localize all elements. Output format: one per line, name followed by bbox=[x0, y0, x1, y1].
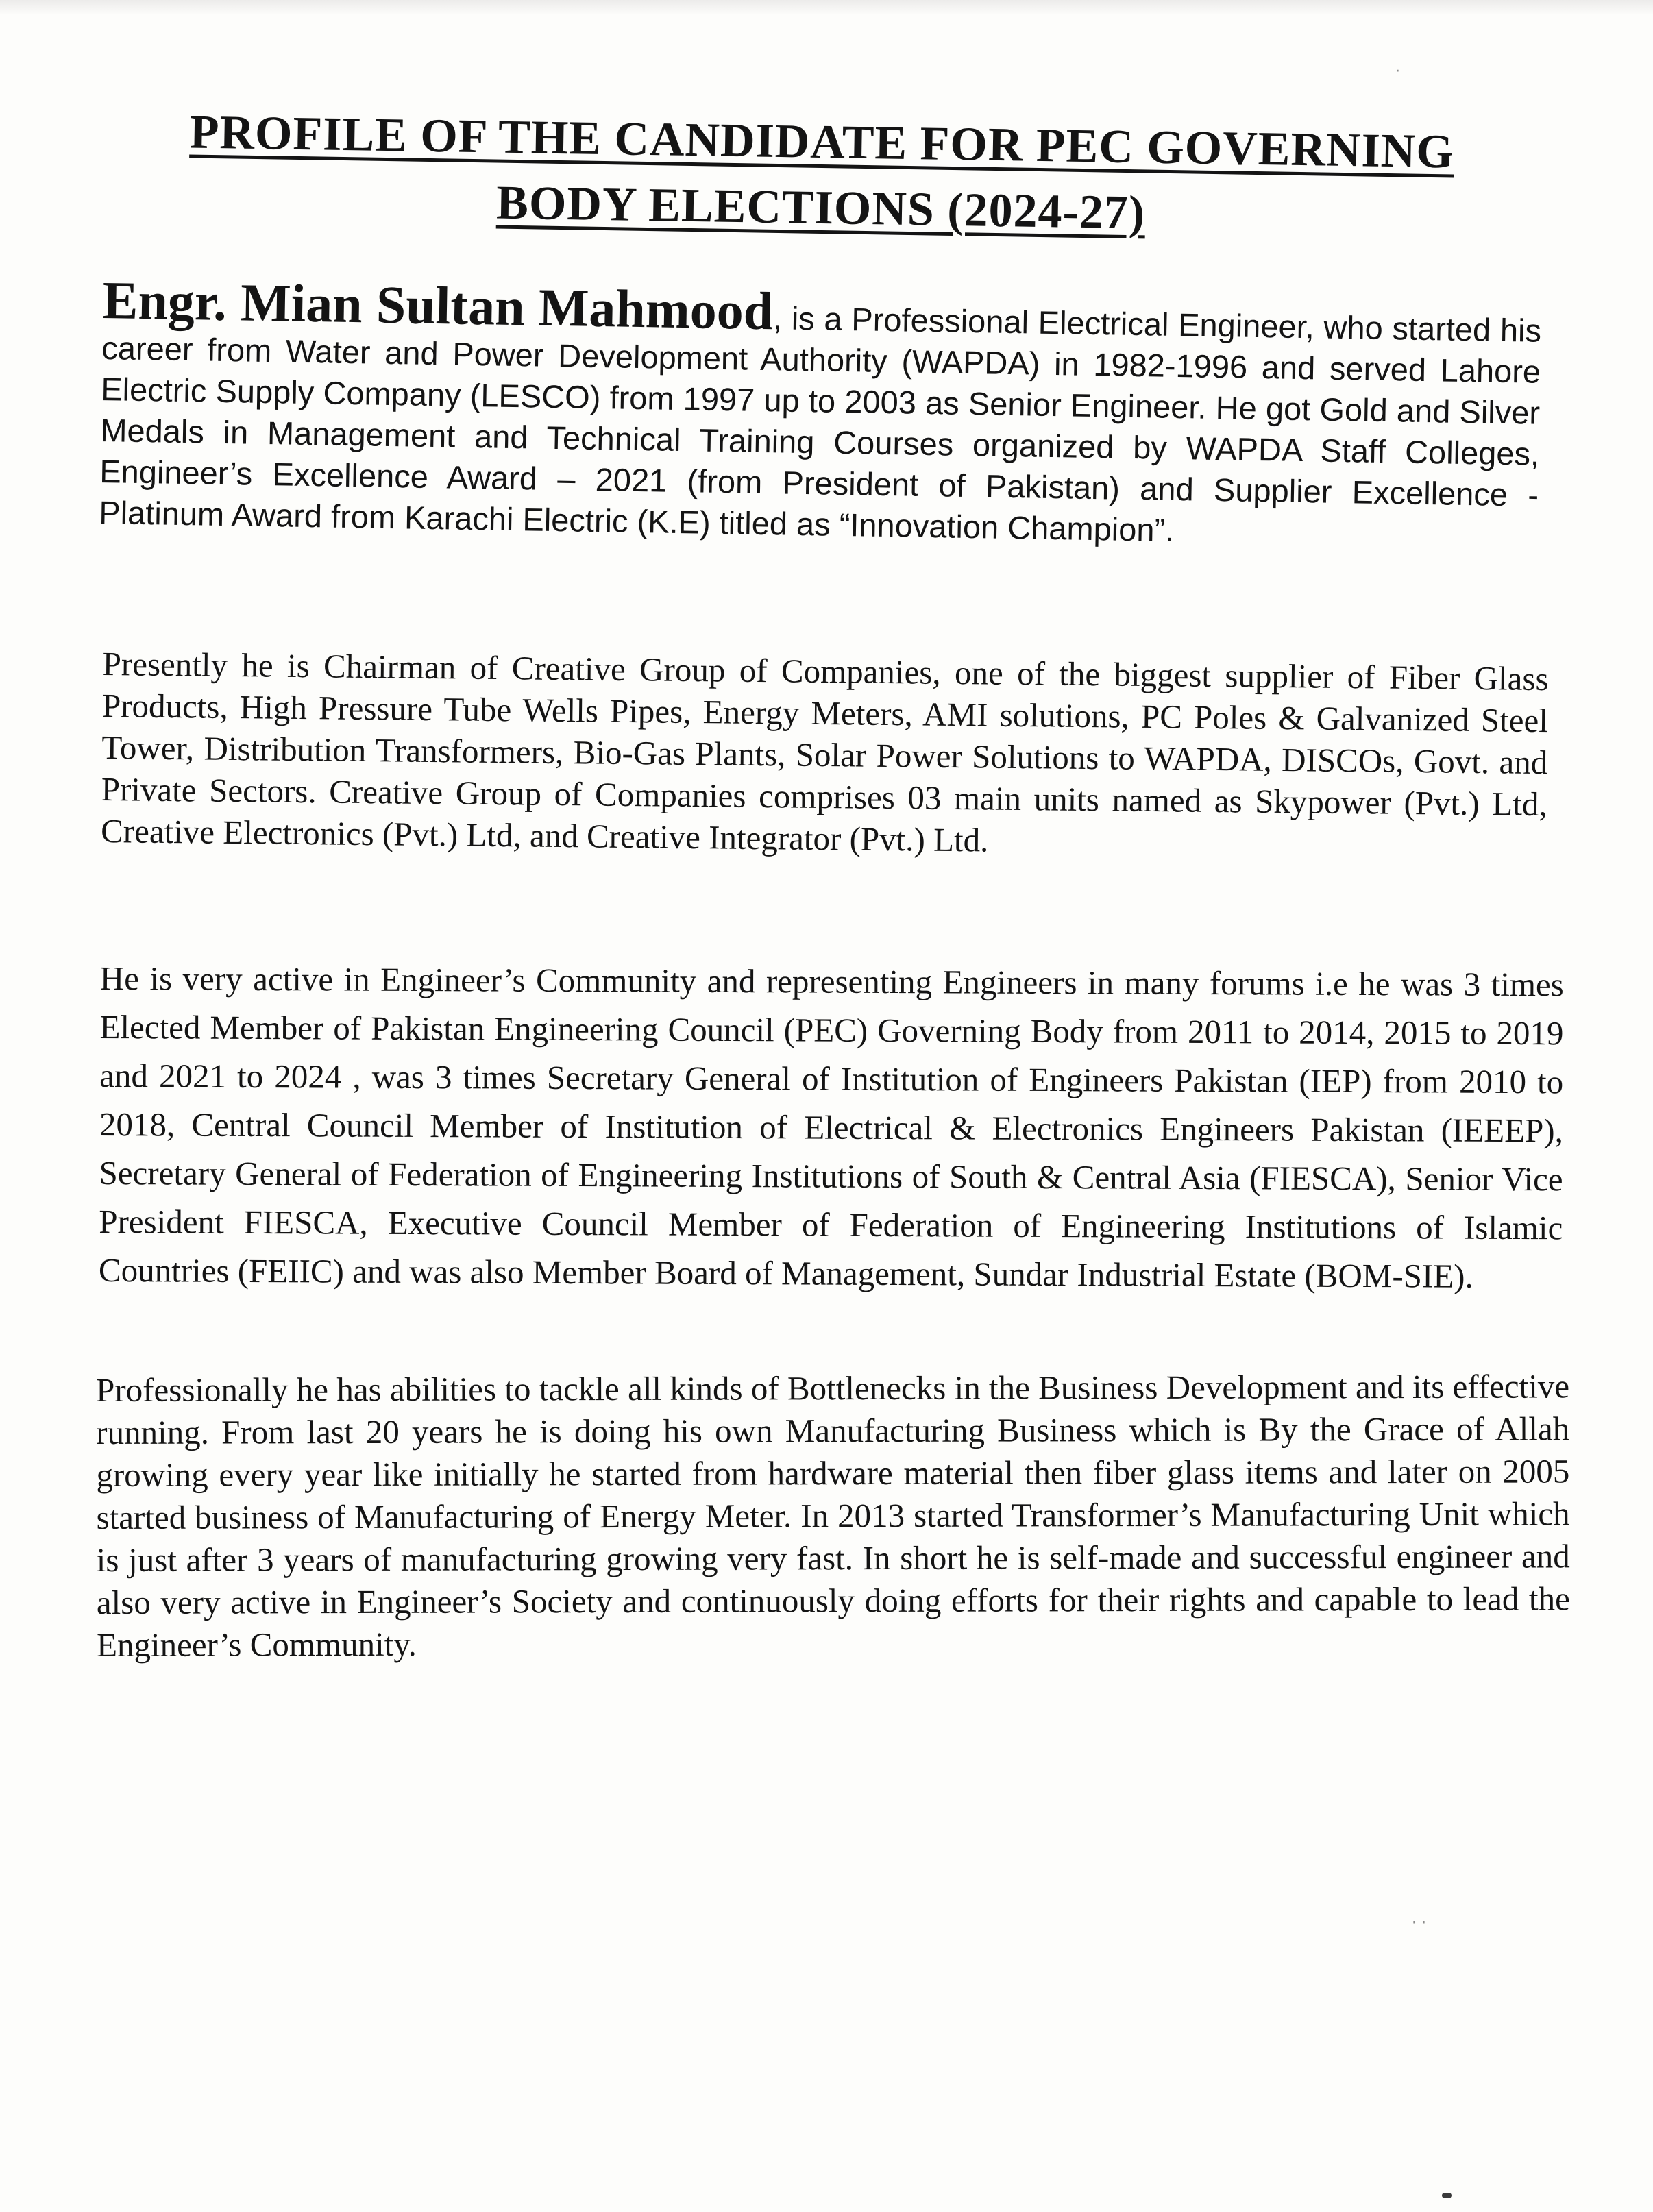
paragraph-professional-abilities: Professionally he has abilities to tackle all kinds of Bottlenecks in the Business Development and its effective running. From last 20 years he is doing his own Manufacturing Business which is By the Grace of Allah growing every year like initially he started from hardware material then fiber glass items and later on 2005 started business of Manufacturing of Energy Meter. In 2013 started Transformer’s Manufacturing Unit which is just after 3 years of manufacturing growing very fast. In short he is self-made and successful engineer and also very active in Engineer’s Society and continuously doing efforts for their rights and capable to lead the Engineer’s Community. bbox=[96, 1367, 1570, 1664]
scan-speck: · · bbox=[1412, 1915, 1426, 1932]
paragraph-introduction-text: , is a Professional Electrical Engineer, who started his career from Water and Power Development Authority (WAPDA) in 1982-1996 and served Lahore Electric Supply Company (LESCO) from 1997 up to 2003 as Senior Engineer. He got Gold and Silver Medals in Management and Technical Training Courses organized by WAPDA Staff Colleges, Engineer’s Excellence Award – 2021 (from President of Pakistan) and Supplier Excellence - Platinum Award from Karachi Electric (K.E) titled as “Innovation Champion”. bbox=[98, 299, 1542, 548]
document-title bbox=[101, 99, 1542, 253]
scan-edge-shadow bbox=[0, 0, 1653, 15]
title-line-1: PROFILE OF THE CANDIDATE FOR PEC GOVERNING bbox=[189, 106, 1455, 179]
scan-speck: · bbox=[1395, 63, 1400, 80]
paragraph-community-activity: He is very active in Engineer’s Community and representing Engineers in many forums i.e he was 3 times Elected Member of Pakistan Engineering Council (PEC) Governing Body from 2011 to 2014, 2015 to 2019 and 2021 to 2024 , was 3 times Secretary General of Institution of Engineers Pakistan (IEP) from 2010 to 2018, Central Council Member of Institution of Electrical & Electronics Engineers Pakistan (IEEEP), Secretary General of Federation of Engineering Institutions of South & Central Asia (FIESCA), Senior Vice President FIESCA, Executive Council Member of Federation of Engineering Institutions of Islamic Countries (FEIIC) and was also Member Board of Management, Sundar Industrial Estate (BOM-SIE). bbox=[98, 959, 1564, 1295]
candidate-name: Engr. Mian Sultan Mahmood bbox=[101, 270, 774, 341]
paragraph-current-position: Presently he is Chairman of Creative Group of Companies, one of the biggest supplier of Fiber Glass Products, High Pressure Tube Wells Pipes, Energy Meters, AMI solutions, PC Poles & Galvanized Steel Tower, Distribution Transformers, Bio-Gas Plants, Solar Power Solutions to WAPDA, DISCOs, Govt. and Private Sectors. Creative Group of Companies comprises 03 main units named as Skypower (Pvt.) Ltd, Creative Electronics (Pvt.) Ltd, and Creative Integrator (Pvt.) Ltd. bbox=[100, 644, 1549, 859]
scan-edge-mark bbox=[1442, 2193, 1452, 2198]
paragraph-introduction bbox=[98, 270, 1542, 557]
title-line-2: BODY ELECTIONS (2024-27) bbox=[495, 176, 1146, 240]
